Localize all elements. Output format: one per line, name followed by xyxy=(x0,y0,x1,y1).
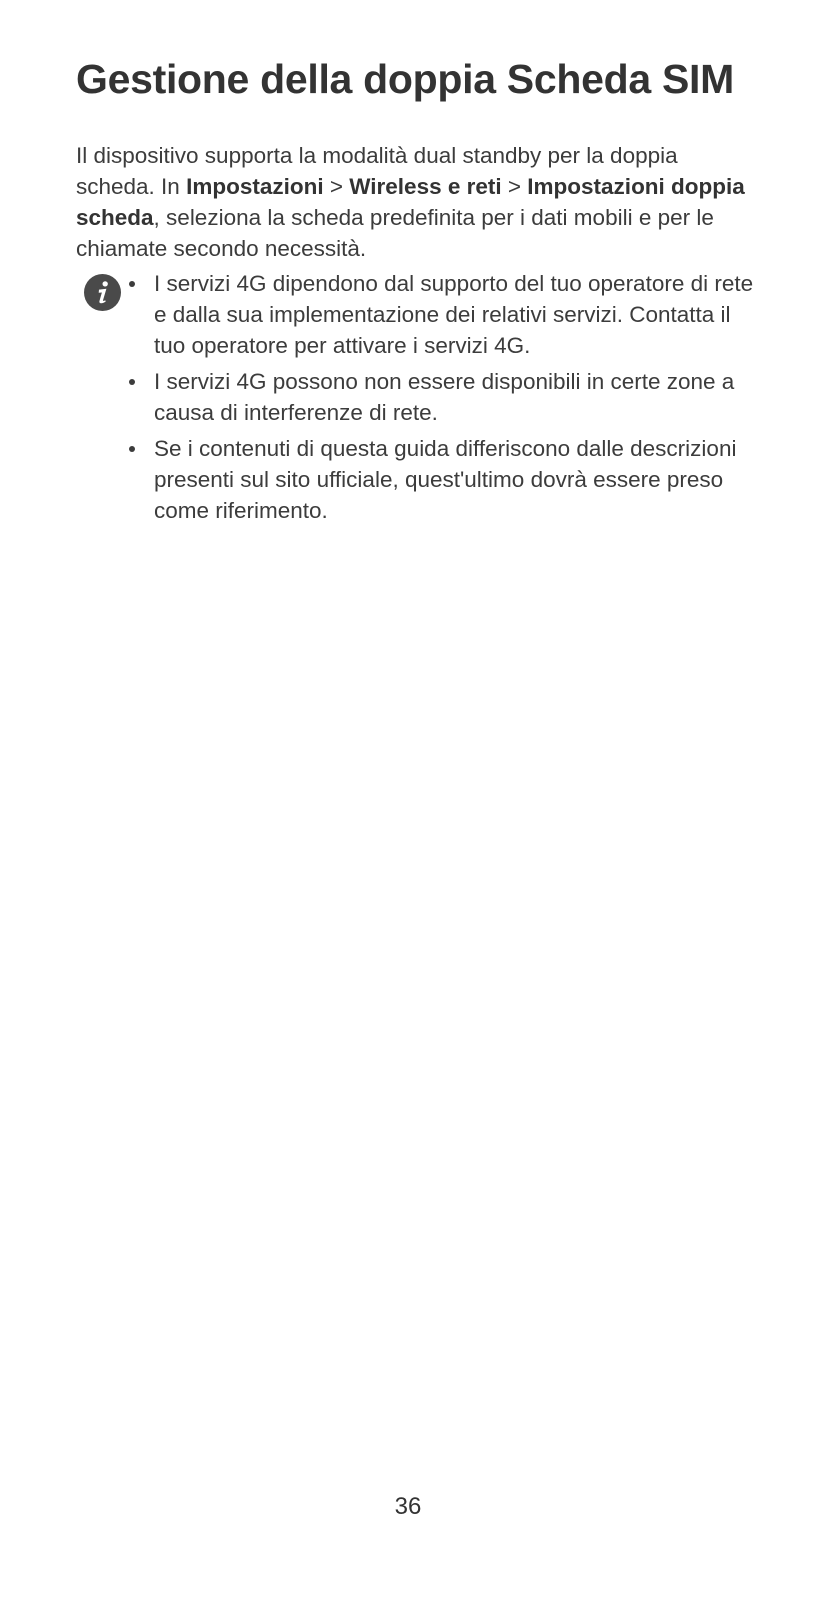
note-item-text: I servizi 4G dipendono dal supporto del tuo operatore di rete e dalla sua implementazione dei relativi servizi. Contatta il tuo operatore per attivare i servizi 4G. xyxy=(154,271,754,358)
bullet-icon xyxy=(129,379,135,385)
path-separator: > xyxy=(501,174,528,199)
settings-menu-label: Impostazioni xyxy=(186,174,324,199)
list-item xyxy=(128,433,758,526)
path-separator: > xyxy=(323,174,350,199)
wireless-networks-label: Wireless e reti xyxy=(349,174,502,199)
page-number: 36 xyxy=(394,1493,422,1520)
intro-text: Il dispositivo supporta la modalità dual standby per la doppia scheda. In xyxy=(76,143,678,199)
bullet-icon xyxy=(129,446,135,452)
page-title: Gestione della doppia Scheda SIM xyxy=(76,56,734,102)
bullet-icon xyxy=(129,281,135,287)
intro-paragraph xyxy=(76,140,756,264)
note-item-text: I servizi 4G possono non essere disponibili in certe zone a causa di interferenze di rete. xyxy=(154,369,735,425)
list-item xyxy=(128,268,758,361)
list-item xyxy=(128,366,758,428)
note-list xyxy=(128,268,758,531)
info-icon xyxy=(84,274,121,311)
dual-card-settings-label: Impostazioni doppia scheda xyxy=(76,174,745,230)
intro-text-end: , seleziona la scheda predefinita per i dati mobili e per le chiamate secondo necessità. xyxy=(76,205,714,261)
note-item-text: Se i contenuti di questa guida differiscono dalle descrizioni presenti sul sito ufficiale, quest'ultimo dovrà essere preso come riferimento. xyxy=(154,436,737,523)
